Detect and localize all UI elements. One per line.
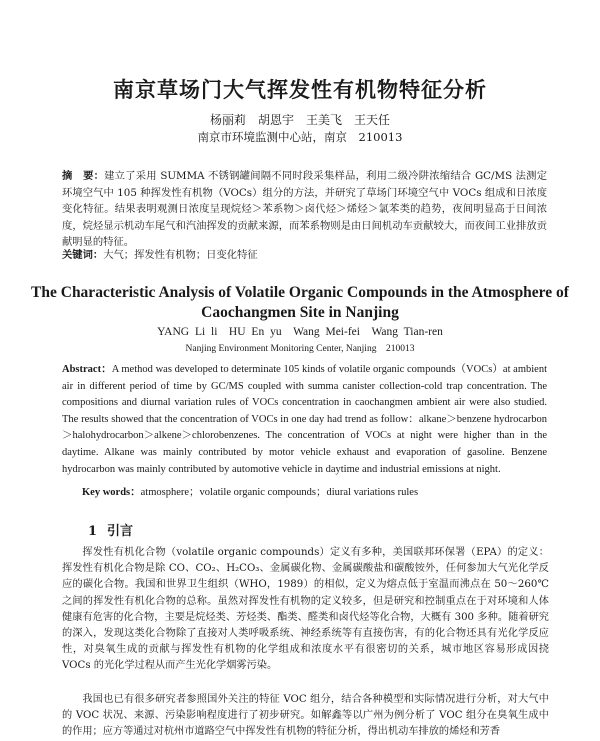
english-affiliation: Nanjing Environment Monitoring Center, Nanjing 210013 — [185, 344, 415, 354]
chinese-keywords-label: 关键词： — [62, 249, 104, 261]
english-keywords-text: atmosphere；volatile organic compounds；diural variations rules — [140, 487, 419, 498]
english-keywords-label: Key words： — [82, 487, 141, 498]
chinese-keywords — [62, 247, 547, 264]
chinese-affiliation: 南京市环境监测中心站，南京 210013 — [197, 130, 403, 144]
english-abstract-label: Abstract： — [62, 364, 112, 375]
section-number: 1 — [88, 524, 98, 539]
chinese-authors: 杨丽莉 胡恩宇 王美飞 王天任 — [209, 113, 390, 127]
section-heading — [88, 520, 143, 539]
english-abstract — [62, 362, 547, 478]
english-title: The Characteristic Analysis of Volatile Organic Compounds in the Atmosphere of Caochangmen Site in Nanjing — [31, 284, 569, 321]
english-keywords — [82, 484, 552, 499]
chinese-abstract-label: 摘 要： — [62, 170, 105, 182]
english-abstract-text: A method was developed to determinate 105 kinds of volatile organic compounds（VOCs）at ambient air in different period of time by GC/MS coupled with summa canister collection-cold trap concentration. The compositions and diurnal variation rules of VOCs concentration in caochangmen ambient air were also studied. The results showed that the concentration of VOCs in one day had trend as follow：alkane＞benzene hydrocarbon＞halohydrocarbon＞alkene＞chlorobenzenes. The concentration of VOCs at night were higher than in the daytime. Alkane was mainly contributed by motor vehicle exhaust and evaporation of gasoline. Benzene hydrocarbon was mainly contributed by automotive vehicle in daytime and industrial emissions at night. — [62, 364, 547, 475]
section-title: 引言 — [107, 524, 134, 539]
chinese-keywords-text: 大气；挥发性有机物；日变化特征 — [103, 249, 258, 261]
intro-paragraph-1: 挥发性有机化合物（volatile organic compounds）定义有多种，美国联邦环保署（EPA）的定义：挥发性有机化合物是除 CO、CO₂、H₂CO₃、金属碳化物、金属碳酸盐和碳酸铵外，任何参加大气光化学反应的碳化合物。我国和世界卫生组织（WHO，1989）的相似，定义为熔点低于室温而沸点在 50～260℃之间的挥发性有机化合物的总称。虽然对挥发性有机物的定义较多，但是研究和控制重点在于对环境和人体健康有危害的化合物，主要是烷烃类、芳烃类、酯类、醛类和卤代烃等化合物，大概有 300 多种。随着研究的深入，发现这类化合物除了直接对人类呼吸系统、神经系统等有直接伤害，有的化合物还具有光化学反应性，对臭氧生成的贡献与挥发性有机物的化学组成和浓度水平有很密切的关系，城市地区容易形成因挠 VOCs 的光化学过程从而产生光化学烟雾污染。 — [62, 547, 549, 672]
intro-paragraph-2: 我国也已有很多研究者参照国外关注的特征 VOC 组分，结合各种模型和实际情况进行分析，对大气中的 VOC 状况、来源、污染影响程度进行了初步研究。如解鑫等以广州为例分析了 VOC 组分在臭氧生成中的作用；应方等通过对杭州市道路空气中挥发性有机物的特征分析，得出机动车排放的烯烃和芳香 — [62, 694, 549, 738]
english-authors: YANG Li li HU En yu Wang Mei-fei Wang Tian-ren — [157, 326, 443, 338]
chinese-abstract-text: 建立了采用 SUMMA 不锈钢罐间隔不同时段采集样品，利用二级冷阱浓缩结合 GC/MS 法测定环境空气中 105 种挥发性有机物（VOCs）组分的方法，并研究了草场门环境空气中 VOCs 组成和日浓度变化特征。结果表明观测日浓度呈现烷烃＞苯系物＞卤代烃＞烯烃＞氯苯类的趋势，夜间明显高于日间浓度，烷烃显示机动车尾气和汽油挥发的贡献来源，而苯系物则是由日间机动车贡献较大，而夜间工业排放贡献明显的特征。 — [62, 170, 548, 248]
chinese-abstract — [62, 168, 547, 251]
chinese-title: 南京草场门大气挥发性有机物特征分析 — [113, 77, 487, 102]
